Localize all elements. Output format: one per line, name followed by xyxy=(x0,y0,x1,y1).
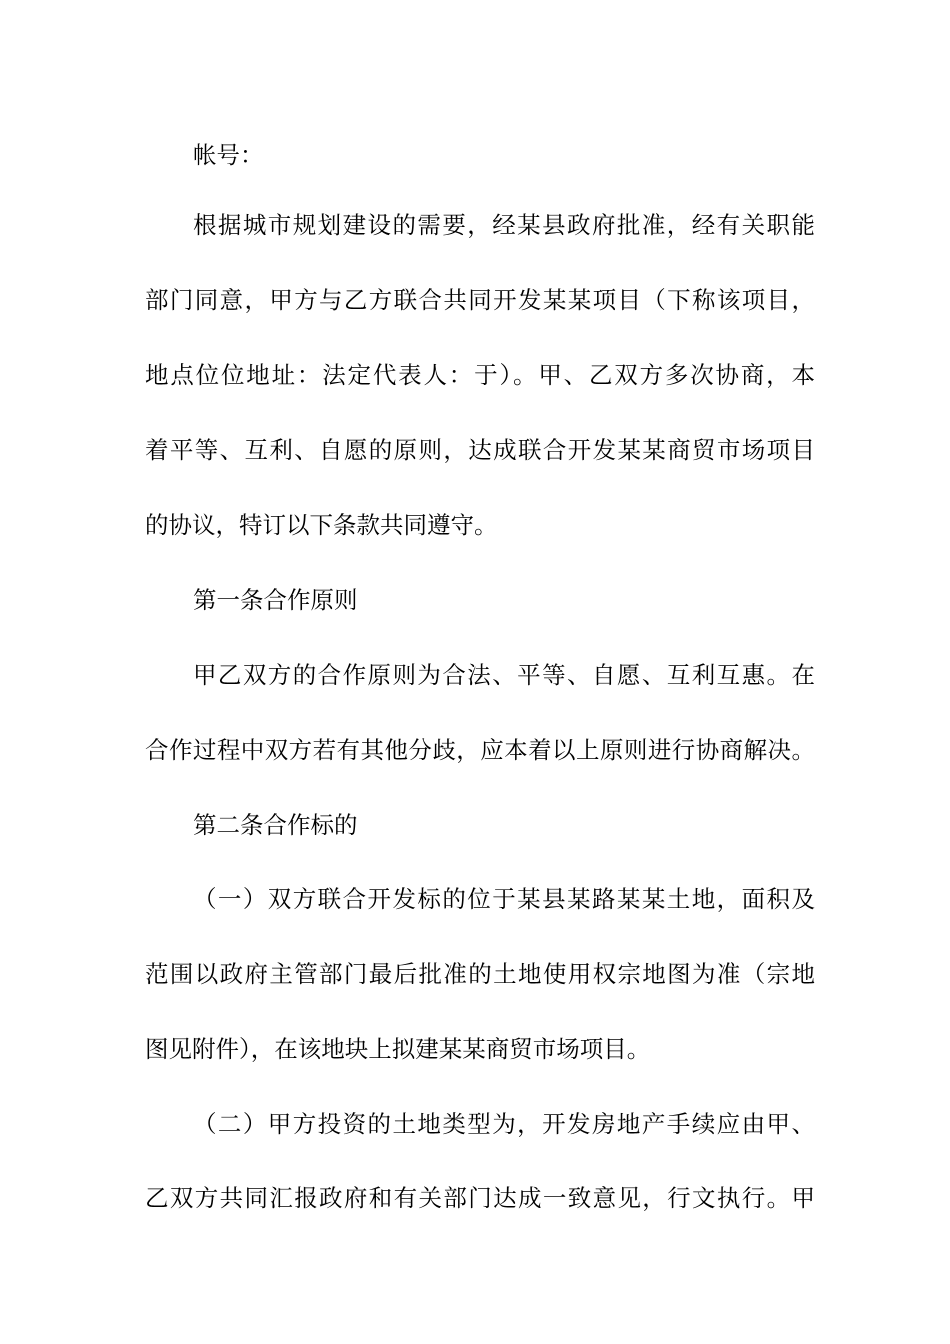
paragraph-intro-line-2: 部门同意，甲方与乙方联合共同开发某某项目（下称该项目， xyxy=(145,286,815,314)
article-1-line-1: 甲乙双方的合作原则为合法、平等、自愿、互利互惠。在 xyxy=(193,661,815,689)
account-label: 帐号： xyxy=(193,141,264,169)
article-1-line-2: 合作过程中双方若有其他分歧，应本着以上原则进行协商解决。 xyxy=(145,736,815,764)
clause-1-line-1: （一）双方联合开发标的位于某县某路某某土地，面积及 xyxy=(193,885,815,913)
clause-2-line-1: （二）甲方投资的土地类型为，开发房地产手续应由甲、 xyxy=(193,1110,815,1138)
article-2-heading: 第二条合作标的 xyxy=(193,811,358,839)
clause-1-line-3: 图见附件），在该地块上拟建某某商贸市场项目。 xyxy=(145,1035,651,1063)
paragraph-intro-line-4: 着平等、互利、自愿的原则，达成联合开发某某商贸市场项目 xyxy=(145,436,815,464)
clause-1-line-2: 范围以政府主管部门最后批准的土地使用权宗地图为准（宗地 xyxy=(145,960,815,988)
article-1-heading: 第一条合作原则 xyxy=(193,586,358,614)
paragraph-intro-line-1: 根据城市规划建设的需要，经某县政府批准，经有关职能 xyxy=(193,211,815,239)
paragraph-intro-line-5: 的协议，特订以下条款共同遵守。 xyxy=(145,511,498,539)
paragraph-intro-line-3: 地点位位地址：法定代表人：于）。甲、乙双方多次协商，本 xyxy=(145,361,815,389)
clause-2-line-2: 乙双方共同汇报政府和有关部门达成一致意见，行文执行。甲 xyxy=(145,1184,815,1212)
